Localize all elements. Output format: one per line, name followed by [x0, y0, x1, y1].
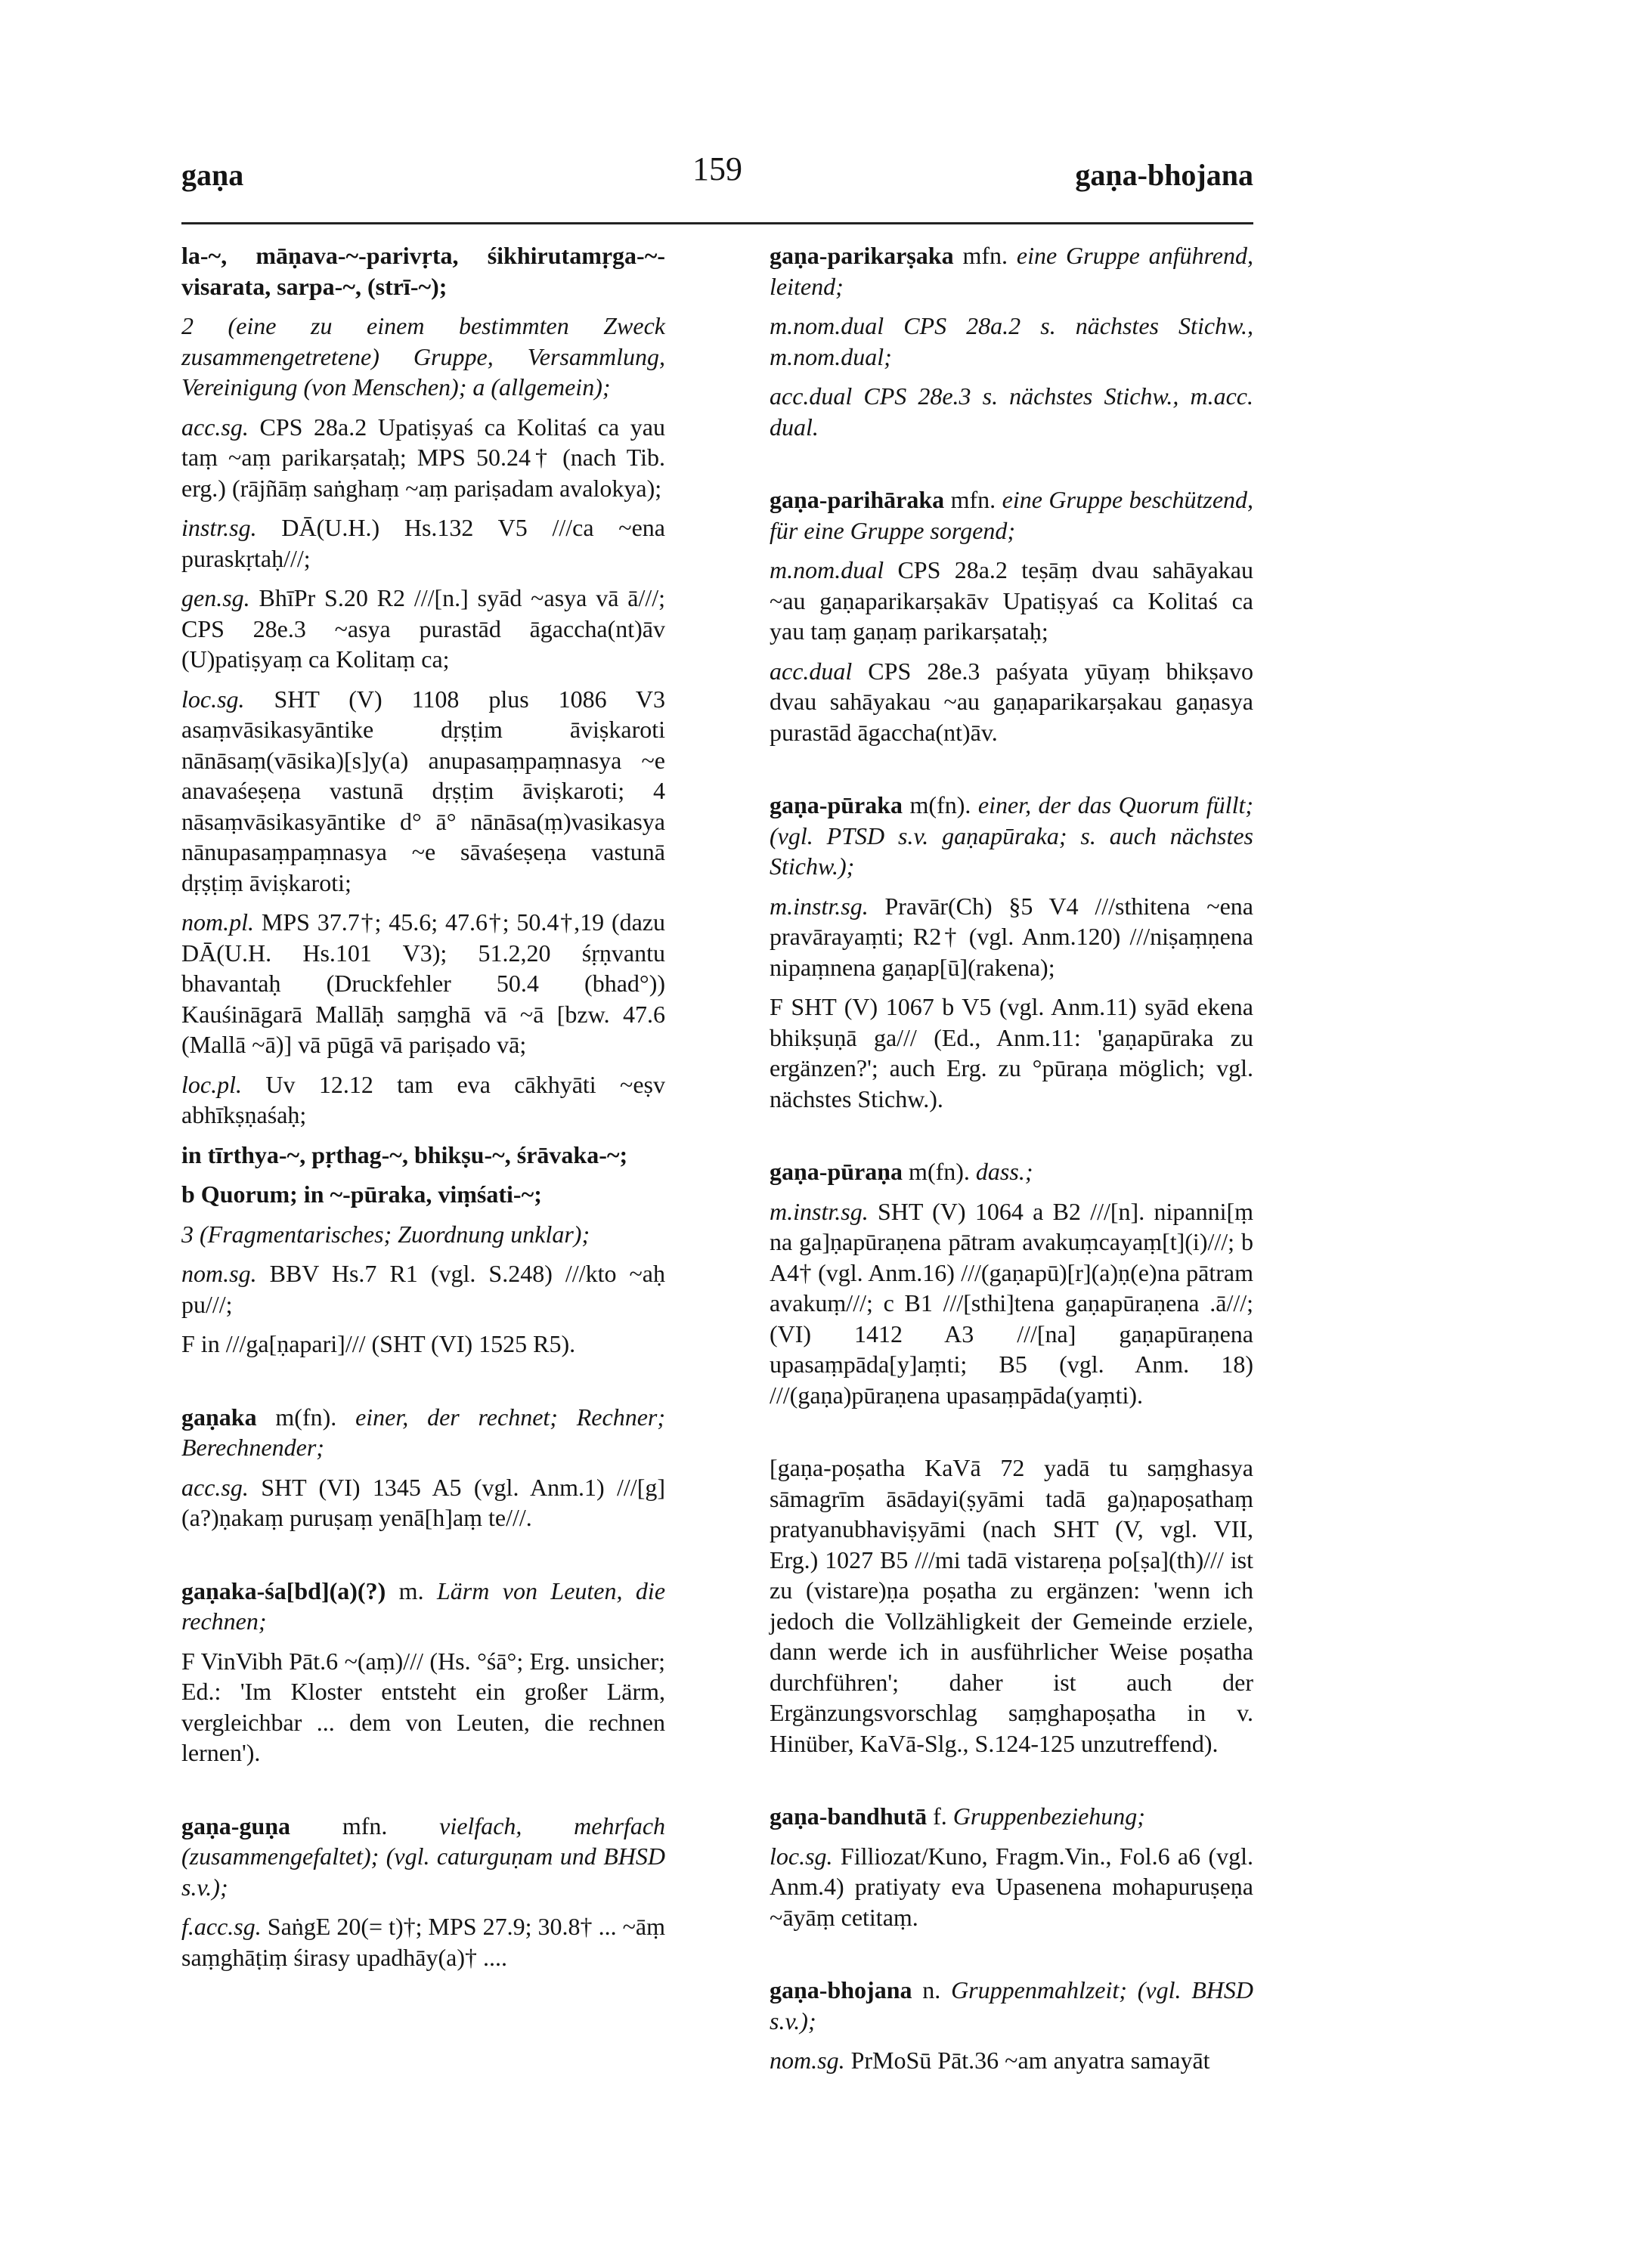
sense-b: b Quorum; in ~-pūraka, viṃśati-~;	[181, 1180, 542, 1208]
citation-loc-pl	[181, 1069, 665, 1131]
citation-text: Uv 12.12 tam eva cākhyāti ~eṣv abhīkṣṇaśaḥ;	[181, 1070, 665, 1128]
entry-head	[181, 1576, 665, 1637]
citation-text: DĀ(U.H.) Hs.132 V5 ///ca ~ena puraskṛtaḥ///;	[181, 514, 666, 572]
citation-gen-sg	[181, 583, 665, 675]
entry-head	[181, 1811, 665, 1903]
headword: gaṇa-parihāraka	[770, 486, 945, 513]
entry-gana-guna	[181, 1811, 665, 1973]
case-label: nom.sg.	[181, 1260, 257, 1287]
entry-ganaka-sabda	[181, 1576, 665, 1768]
grammar: m.	[398, 1576, 424, 1604]
grammar: m(fn).	[909, 791, 971, 818]
citation-text: MPS 37.7†; 45.6; 47.6†; 50.4†,19 (dazu DĀ(U.H. Hs.101 V3); 51.2,20 śṛṇvantu bhavantaḥ (Druckfehler 50.4 (bhad°)) Kauśināgarā Mallāḥ saṃghā vā ~ā [bzw. 47.6 (Mallā ~ā)] vā pūgā vā pariṣado vā;	[181, 908, 666, 1058]
citation-text: SHT (V) 1064 a B2 ///[n]. nipanni[ṃ na ga]ṇapūraṇena pātram avakuṃcayaṃ[t](i)///; b A4† (vgl. Anm.16) ///(gaṇapū)[r](a)ṇ(e)na pātram avakuṃ///; c B1 ///[sthi]tena gaṇapūraṇena .ā///; (VI) 1412 A3 ///[na] gaṇapūraṇena upasaṃpāda[y]aṃti; B5 (vgl. Anm. 18) ///(gaṇa)pūraṇena upasaṃpāda(yaṃti).	[770, 1197, 1254, 1409]
citation-text: SHT (VI) 1345 A5 (vgl. Anm.1) ///[g](a?)ṇakaṃ puruṣaṃ yenā[h]aṃ te///.	[181, 1473, 666, 1531]
citation-loc-sg	[770, 1841, 1253, 1933]
headword: gaṇa-guṇa	[181, 1812, 291, 1839]
citation-text: Pravār(Ch) §5 V4 ///sthitena ~ena pravārayaṃti; R2† (vgl. Anm.120) ///niṣaṃṇena nipaṃnena gaṇap[ū](rakena);	[770, 892, 1253, 981]
gloss: einer, der rechnet; Rechner; Berechnender;	[181, 1403, 666, 1461]
gloss: eine Gruppe beschützend, für eine Gruppe sorgend;	[770, 486, 1254, 544]
case-label: acc.sg.	[181, 413, 249, 441]
headword: gaṇa-pūraṇa	[770, 1158, 903, 1185]
right-column	[770, 240, 1253, 2118]
entry-head	[770, 484, 1253, 546]
entry-head	[770, 240, 1253, 302]
grammar: m(fn).	[909, 1158, 970, 1185]
case-label: instr.sg.	[181, 514, 257, 541]
citation-nom-sg	[770, 2045, 1253, 2076]
citation-text: BBV Hs.7 R1 (vgl. S.248) ///kto ~aḥ pu///;	[181, 1260, 666, 1318]
gloss: Gruppenmahlzeit; (vgl. BHSD s.v.);	[770, 1976, 1253, 2034]
headword: gaṇa-bhojana	[770, 1976, 912, 2003]
fragment-line: F in ///ga[ṇapari]/// (SHT (VI) 1525 R5).	[181, 1330, 576, 1357]
citation-nom-dual	[770, 555, 1253, 647]
fragment-line: F VinVibh Pāt.6 ~(aṃ)/// (Hs. °śā°; Erg. unsicher; Ed.: 'Im Kloster entsteht ein großer Lärm, vergleichbar ... dem von Leuten, die rechnen lernen').	[181, 1647, 665, 1766]
citation-text: BhīPr S.20 R2 ///[n.] syād ~asya vā ā///; CPS 28e.3 ~asya purastād āgaccha(nt)āv (U)patiṣyaṃ ca Kolitaṃ ca;	[181, 584, 666, 673]
left-column	[181, 240, 665, 2015]
case-label: nom.pl.	[181, 908, 254, 936]
case-label: m.nom.dual	[770, 556, 884, 583]
citation-f-acc-sg	[181, 1911, 665, 1973]
headword: gaṇa-bandhutā	[770, 1802, 928, 1830]
headword: gaṇa-pūraka	[770, 791, 903, 818]
entry-head	[770, 790, 1253, 882]
entry-head	[770, 1975, 1253, 2036]
citation-text: SHT (V) 1108 plus 1086 V3 asaṃvāsikasyāntike dṛṣṭim āviṣkaroti nānāsaṃ(vāsika)[s]y(a) anupasaṃpaṃnasya ~e anavaśeṣeṇa vastunā dṛṣṭim āviṣkaroti; 4 nāsaṃvāsikasyāntike d° ā° nānāsa(ṃ)vasikasya nānupasaṃpaṃnasya ~e sāvaśeṣeṇa vastunā dṛṣṭiṃ āviṣkaroti;	[181, 685, 666, 896]
gloss: eine Gruppe anführend, leitend;	[770, 242, 1253, 300]
gloss: Lärm von Leuten, die rechnen;	[181, 1576, 666, 1635]
fragment-line: F SHT (V) 1067 b V5 (vgl. Anm.11) syād ekena bhikṣuṇā ga/// (Ed., Anm.11: 'gaṇapūraka zu ergänzen?'; auch Erg. zu °pūraṇa möglich; vgl. nächstes Stichw.).	[770, 993, 1253, 1112]
entry-ganaka	[181, 1402, 665, 1533]
citation-acc-sg	[181, 1472, 665, 1533]
citation-text: CPS 28a.2 Upatiṣyaś ca Kolitaś ca yau taṃ ~aṃ parikarṣataḥ; MPS 50.24† (nach Tib. erg.) (rājñāṃ saṅghaṃ ~aṃ pariṣadam avalokya);	[181, 413, 666, 502]
gloss: vielfach, mehrfach (zusammengefaltet); (vgl. caturguṇam und BHSD s.v.);	[181, 1812, 666, 1901]
entry-gana-posatha	[770, 1453, 1253, 1759]
headword: gaṇaka	[181, 1403, 257, 1431]
entry-gana-pariharaka	[770, 484, 1253, 747]
entry-head	[770, 1801, 1253, 1832]
bracketed-entry: [gaṇa-poṣatha KaVā 72 yadā tu saṃghasya sāmagrīm āsādayi(ṣyāmi tadā ga)ṇapoṣathaṃ pratyanubhaviṣyāmi (nach SHT (V, vgl. VII, Erg.) 1027 B5 ///mi tadā vistareṇa po[ṣa](th)/// ist zu (vistare)ṇa poṣatha zu ergänzen: 'wenn ich jedoch die Vollzähligkeit der Gemeinde erziele, dann werde ich in ausführlicher Weise poṣatha durchführen'; daher ist auch der Ergänzungsvorschlag saṃghapoṣatha in v. Hinüber, KaVā-Slg., S.124-125 unzutreffend).	[770, 1454, 1253, 1757]
header-right-headword: gaṇa-bhojana	[1075, 158, 1253, 192]
running-header	[181, 150, 1253, 203]
citation-acc-dual	[770, 656, 1253, 748]
entry-gana-parikarsaka	[770, 240, 1253, 442]
citation-text: CPS 28e.3 paśyata yūyaṃ bhikṣavo dvau sahāyakau ~au gaṇaparikarṣakau gaṇasya purastād āgaccha(nt)āv.	[770, 657, 1254, 746]
gloss: Gruppenbeziehung;	[952, 1802, 1145, 1830]
case-label: m.instr.sg.	[770, 1197, 869, 1225]
sense-2: 2 (eine zu einem bestimmten Zweck zusammengetretene) Gruppe, Versammlung, Vereinigung (von Menschen); a (allgemein);	[181, 312, 665, 401]
case-label: loc.sg.	[770, 1842, 833, 1870]
header-rule	[181, 222, 1253, 224]
citation-text: Filliozat/Kuno, Fragm.Vin., Fol.6 a6 (vgl. Anm.4) pratiyaty eva Upasenena mohapuruṣeṇa ~āyāṃ cetitaṃ.	[770, 1842, 1254, 1931]
citation-text: PrMoSū Pāt.36 ~am anyatra samayāt	[850, 2047, 1210, 2074]
page-number: 159	[692, 150, 742, 187]
grammar: mfn.	[950, 486, 996, 513]
entry-gana-puraka	[770, 790, 1253, 1114]
citation-instr-sg	[181, 512, 665, 574]
grammar: m(fn).	[275, 1403, 337, 1431]
sense-3: 3 (Fragmentarisches; Zuordnung unklar);	[181, 1220, 590, 1248]
case-label: gen.sg.	[181, 584, 250, 611]
grammar: mfn.	[342, 1812, 388, 1839]
citation-instr-sg	[770, 1196, 1253, 1411]
grammar: f.	[933, 1802, 947, 1830]
compound-list: la-~, māṇava-~-parivṛta, śikhirutamṛga-~-visarata, sarpa-~, (strī-~);	[181, 242, 665, 300]
headword: gaṇaka-śa[bd](a)(?)	[181, 1576, 386, 1604]
citation-instr-sg	[770, 891, 1253, 983]
citation-nom-sg	[181, 1258, 665, 1320]
citation-loc-sg	[181, 684, 665, 899]
headword: gaṇa-parikarṣaka	[770, 242, 954, 269]
citation-line: acc.dual CPS 28e.3 s. nächstes Stichw., m.acc. dual.	[770, 382, 1253, 441]
header-left-headword: gaṇa	[181, 158, 244, 192]
entry-gana-continued	[181, 240, 665, 1360]
entry-gana-purana	[770, 1156, 1253, 1410]
citation-nom-pl	[181, 907, 665, 1060]
citation-line: m.nom.dual CPS 28a.2 s. nächstes Stichw., m.nom.dual;	[770, 312, 1253, 370]
gloss: dass.;	[975, 1158, 1033, 1185]
case-label: acc.sg.	[181, 1473, 249, 1501]
grammar: n.	[922, 1976, 941, 2003]
case-label: f.acc.sg.	[181, 1913, 262, 1940]
entry-head	[181, 1402, 665, 1463]
gloss: einer, der das Quorum füllt; (vgl. PTSD s.v. gaṇapūraka; s. auch nächstes Stichw.);	[770, 791, 1254, 880]
in-compounds: in tīrthya-~, pṛthag-~, bhikṣu-~, śrāvaka-~;	[181, 1140, 628, 1168]
case-label: m.instr.sg.	[770, 892, 869, 920]
entry-head	[770, 1156, 1253, 1187]
citation-acc-sg	[181, 412, 665, 504]
grammar: mfn.	[962, 242, 1008, 269]
case-label: acc.dual	[770, 657, 853, 685]
citation-text: SaṅgE 20(= t)†; MPS 27.9; 30.8† ... ~āṃ saṃghāṭiṃ śirasy upadhāy(a)† ....	[181, 1913, 666, 1971]
case-label: loc.sg.	[181, 685, 245, 713]
entry-gana-bandhuta	[770, 1801, 1253, 1932]
entry-gana-bhojana	[770, 1975, 1253, 2076]
case-label: loc.pl.	[181, 1070, 242, 1098]
citation-text: CPS 28a.2 teṣāṃ dvau sahāyakau ~au gaṇaparikarṣakāv Upatiṣyaś ca Kolitaś ca yau taṃ gaṇaṃ parikarṣataḥ;	[770, 556, 1253, 645]
case-label: nom.sg.	[770, 2047, 845, 2074]
